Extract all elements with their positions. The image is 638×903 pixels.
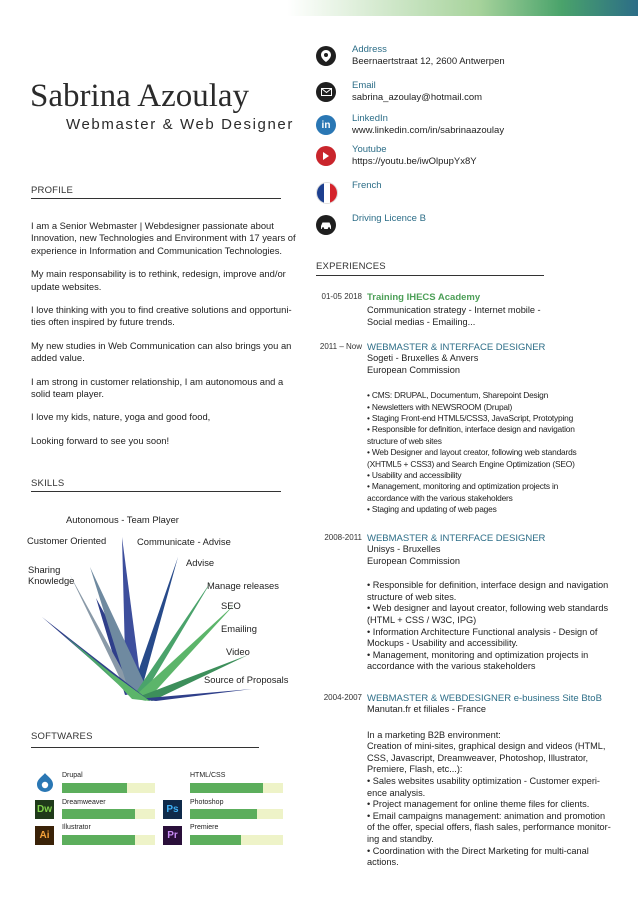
- map-pin-icon: [316, 46, 336, 66]
- skill-label: Knowledge: [28, 575, 75, 586]
- experience-bullet: • Newsletters with NEWSROOM (Drupal): [367, 401, 513, 412]
- software-level-fill: [62, 835, 135, 845]
- experience-title: WEBMASTER & WEBDESIGNER e-business Site BtoB: [367, 693, 602, 704]
- experience-company: Unisys - Bruxelles: [367, 544, 441, 554]
- experience-date: 01-05 2018: [321, 292, 362, 301]
- softwares-divider: [31, 747, 259, 748]
- car-icon: [316, 215, 336, 235]
- software-level-fill: [190, 835, 241, 845]
- skills-title: SKILLS: [31, 478, 65, 489]
- contact-label: LinkedIn: [352, 113, 388, 124]
- experience-bullet: Premiere, Flash, etc...):: [367, 764, 463, 775]
- skill-label: Customer Oriented: [27, 535, 107, 546]
- experience-company: Manutan.fr et filiales - France: [367, 704, 486, 714]
- experience-date: 2004-2007: [323, 693, 362, 702]
- experience-bullet: structure of web sites: [367, 435, 442, 446]
- experience-bullet: • Email campaigns management: animation and promotion: [367, 810, 606, 821]
- profile-divider: [31, 198, 281, 199]
- experience-bullet: • Management, monitoring and optimization projects in: [367, 481, 559, 492]
- experience-bullet: accordance with the various stakeholders: [367, 661, 536, 672]
- experience-bullet: • Management, monitoring and optimization projects in: [367, 649, 589, 660]
- experiences-divider: [316, 275, 544, 276]
- experience-title: WEBMASTER & INTERFACE DESIGNER: [367, 342, 546, 353]
- top-gradient-bar: [0, 0, 638, 16]
- contact-label: Address: [352, 44, 387, 55]
- software-name: Dreamweaver: [62, 799, 106, 806]
- youtube-icon: [316, 146, 336, 166]
- skill-label: Advise: [186, 557, 215, 568]
- skill-label: Source of Proposals: [204, 674, 289, 685]
- software-level-bar: [190, 835, 283, 845]
- software-level-bar: [62, 783, 155, 793]
- experience-bullet: structure of web sites.: [367, 591, 457, 602]
- experience-bullet: • Coordination with the Direct Marketing for multi-canal: [367, 845, 589, 856]
- experience-bullet: Creation of mini-sites, graphical design and videos (HTML,: [367, 741, 606, 752]
- profile-paragraph: I am strong in customer relationship, I am autonomous and a solid team player.: [31, 375, 284, 400]
- experience-bullet: of the offer, special offers, flash sales, performance monitor-: [367, 822, 611, 833]
- experience-company: Sogeti - Bruxelles & Anvers: [367, 353, 479, 363]
- software-name: HTML/CSS: [190, 772, 226, 779]
- contact-value[interactable]: https://youtu.be/iwOlpupYx8Y: [352, 156, 477, 167]
- experience-client: European Commission: [367, 555, 460, 566]
- skill-label: Manage releases: [207, 580, 279, 591]
- experience-title: Training IHECS Academy: [367, 292, 481, 303]
- skill-label: SEO: [221, 600, 241, 611]
- french-flag-icon: [316, 182, 338, 204]
- experience-bullet: • Responsible for definition, interface design and navigation: [367, 580, 609, 591]
- profile-paragraph: My main responsability is to rethink, redesign, improve and/or update websites.: [31, 268, 286, 292]
- experience-client: European Commission: [367, 364, 460, 375]
- premiere-icon: Pr: [163, 826, 182, 845]
- experience-bullet: (HTML + CSS / W3C, IPG): [367, 614, 477, 625]
- contact-value: Beernaertstraat 12, 2600 Antwerpen: [352, 56, 505, 67]
- experiences-title: EXPERIENCES: [316, 261, 386, 272]
- software-name: Drupal: [62, 772, 83, 779]
- software-level-bar: [62, 809, 155, 819]
- job-title: Webmaster & Web Designer: [66, 116, 294, 133]
- contact-driving: [316, 213, 616, 249]
- contact-youtube: [316, 144, 616, 180]
- experience-line: Communication strategy - Internet mobile -: [367, 305, 541, 315]
- experience-bullet: (XHTML5 + CSS3) and Search Engine Optimization (SEO): [367, 458, 575, 469]
- skill-label: Autonomous - Team Player: [66, 514, 179, 525]
- experience-bullet: • Project management for online theme files for clients.: [367, 799, 590, 810]
- profile-paragraph: I am a Senior Webmaster | Webdesigner passionate about Innovation, new Technologies and Environment with 17 years of experience in Information and Communication Technologies.: [31, 220, 296, 256]
- skill-label: Video: [226, 646, 250, 657]
- photoshop-icon: Ps: [163, 800, 182, 819]
- profile-text: [31, 220, 303, 458]
- contact-email: [316, 80, 616, 116]
- profile-paragraph: Looking forward to see you soon!: [31, 434, 170, 446]
- software-level-fill: [190, 783, 263, 793]
- experience-bullet: accordance with the various stakeholders: [367, 492, 513, 503]
- software-name: Premiere: [190, 824, 219, 831]
- dreamweaver-icon: Dw: [35, 800, 54, 819]
- experience-bullet: • Information Architecture Functional analysis - Design of: [367, 626, 598, 637]
- software-level-fill: [62, 809, 135, 819]
- profile-title: PROFILE: [31, 185, 74, 196]
- experience-bullet: • Web Designer and layout creator, following web standards: [367, 447, 577, 458]
- skill-label: Communicate - Advise: [137, 536, 231, 547]
- linkedin-icon: in: [316, 115, 336, 135]
- envelope-icon: [316, 82, 336, 102]
- experience-bullet: • Web designer and layout creator, following web standards: [367, 603, 609, 614]
- experience-title: WEBMASTER & INTERFACE DESIGNER: [367, 533, 546, 544]
- last-name: Azoulay: [137, 78, 250, 114]
- software-level-fill: [190, 809, 257, 819]
- experience-bullet: ing and standby.: [367, 833, 434, 844]
- profile-paragraph: My new studies in Web Communication can also brings you an added value.: [31, 339, 292, 364]
- contact-value[interactable]: sabrina_azoulay@hotmail.com: [352, 92, 483, 103]
- skills-divider: [31, 491, 281, 492]
- experience-line: Social medias - Emailing...: [367, 316, 476, 327]
- illustrator-icon: Ai: [35, 826, 54, 845]
- profile-paragraph: I love thinking with you to find creative solutions and opportuni-ties often inspired by future trends.: [31, 304, 292, 328]
- first-name: Sabrina: [30, 78, 131, 114]
- full-name: [30, 78, 249, 115]
- drupal-icon: [35, 773, 54, 792]
- contact-label: Driving Licence B: [352, 213, 426, 224]
- software-level-bar: [62, 835, 155, 845]
- experience-date: 2008-2011: [324, 533, 362, 542]
- experience-bullet: actions.: [367, 857, 399, 868]
- experience-bullet: CSS, Javascript, Dreamweaver, Photoshop, Illustrator,: [367, 752, 589, 763]
- softwares-title: SOFTWARES: [31, 731, 93, 742]
- contact-label: Email: [352, 80, 376, 91]
- experience-bullet: In a marketing B2B environment:: [367, 729, 501, 740]
- experience-bullet: • Staging and updating of web pages: [367, 504, 497, 515]
- skill-label: Sharing: [28, 564, 61, 575]
- contact-language: [316, 180, 616, 216]
- skill-label: Emailing: [221, 623, 257, 634]
- experience-bullet: • Responsible for definition, interface design and navigation: [367, 424, 575, 435]
- contact-label: Youtube: [352, 144, 387, 155]
- profile-paragraph: I love my kids, nature, yoga and good food,: [31, 411, 211, 423]
- contact-value[interactable]: www.linkedin.com/in/sabrinaazoulay: [352, 125, 505, 136]
- software-level-bar: [190, 783, 283, 793]
- experience-bullet: ence analysis.: [367, 787, 426, 798]
- software-level-bar: [190, 809, 283, 819]
- software-name: Illustrator: [62, 824, 91, 831]
- experience-date: 2011 – Now: [319, 342, 362, 351]
- experience-bullet: • CMS: DRUPAL, Documentum, Sharepoint Design: [367, 390, 549, 401]
- software-level-fill: [62, 783, 127, 793]
- contact-label: French: [352, 180, 382, 191]
- experience-bullet: • Staging Front-end HTML5/CSS3, JavaScript, Prototyping: [367, 413, 574, 423]
- software-name: Photoshop: [190, 799, 224, 806]
- experience-bullet: Mockups - Usability and accessibility.: [367, 638, 518, 649]
- contact-address: [316, 44, 616, 80]
- experience-bullet: • Usability and accessibility: [367, 470, 462, 481]
- experience-bullet: • Sales websites usability optimization - Customer experi-: [367, 775, 600, 786]
